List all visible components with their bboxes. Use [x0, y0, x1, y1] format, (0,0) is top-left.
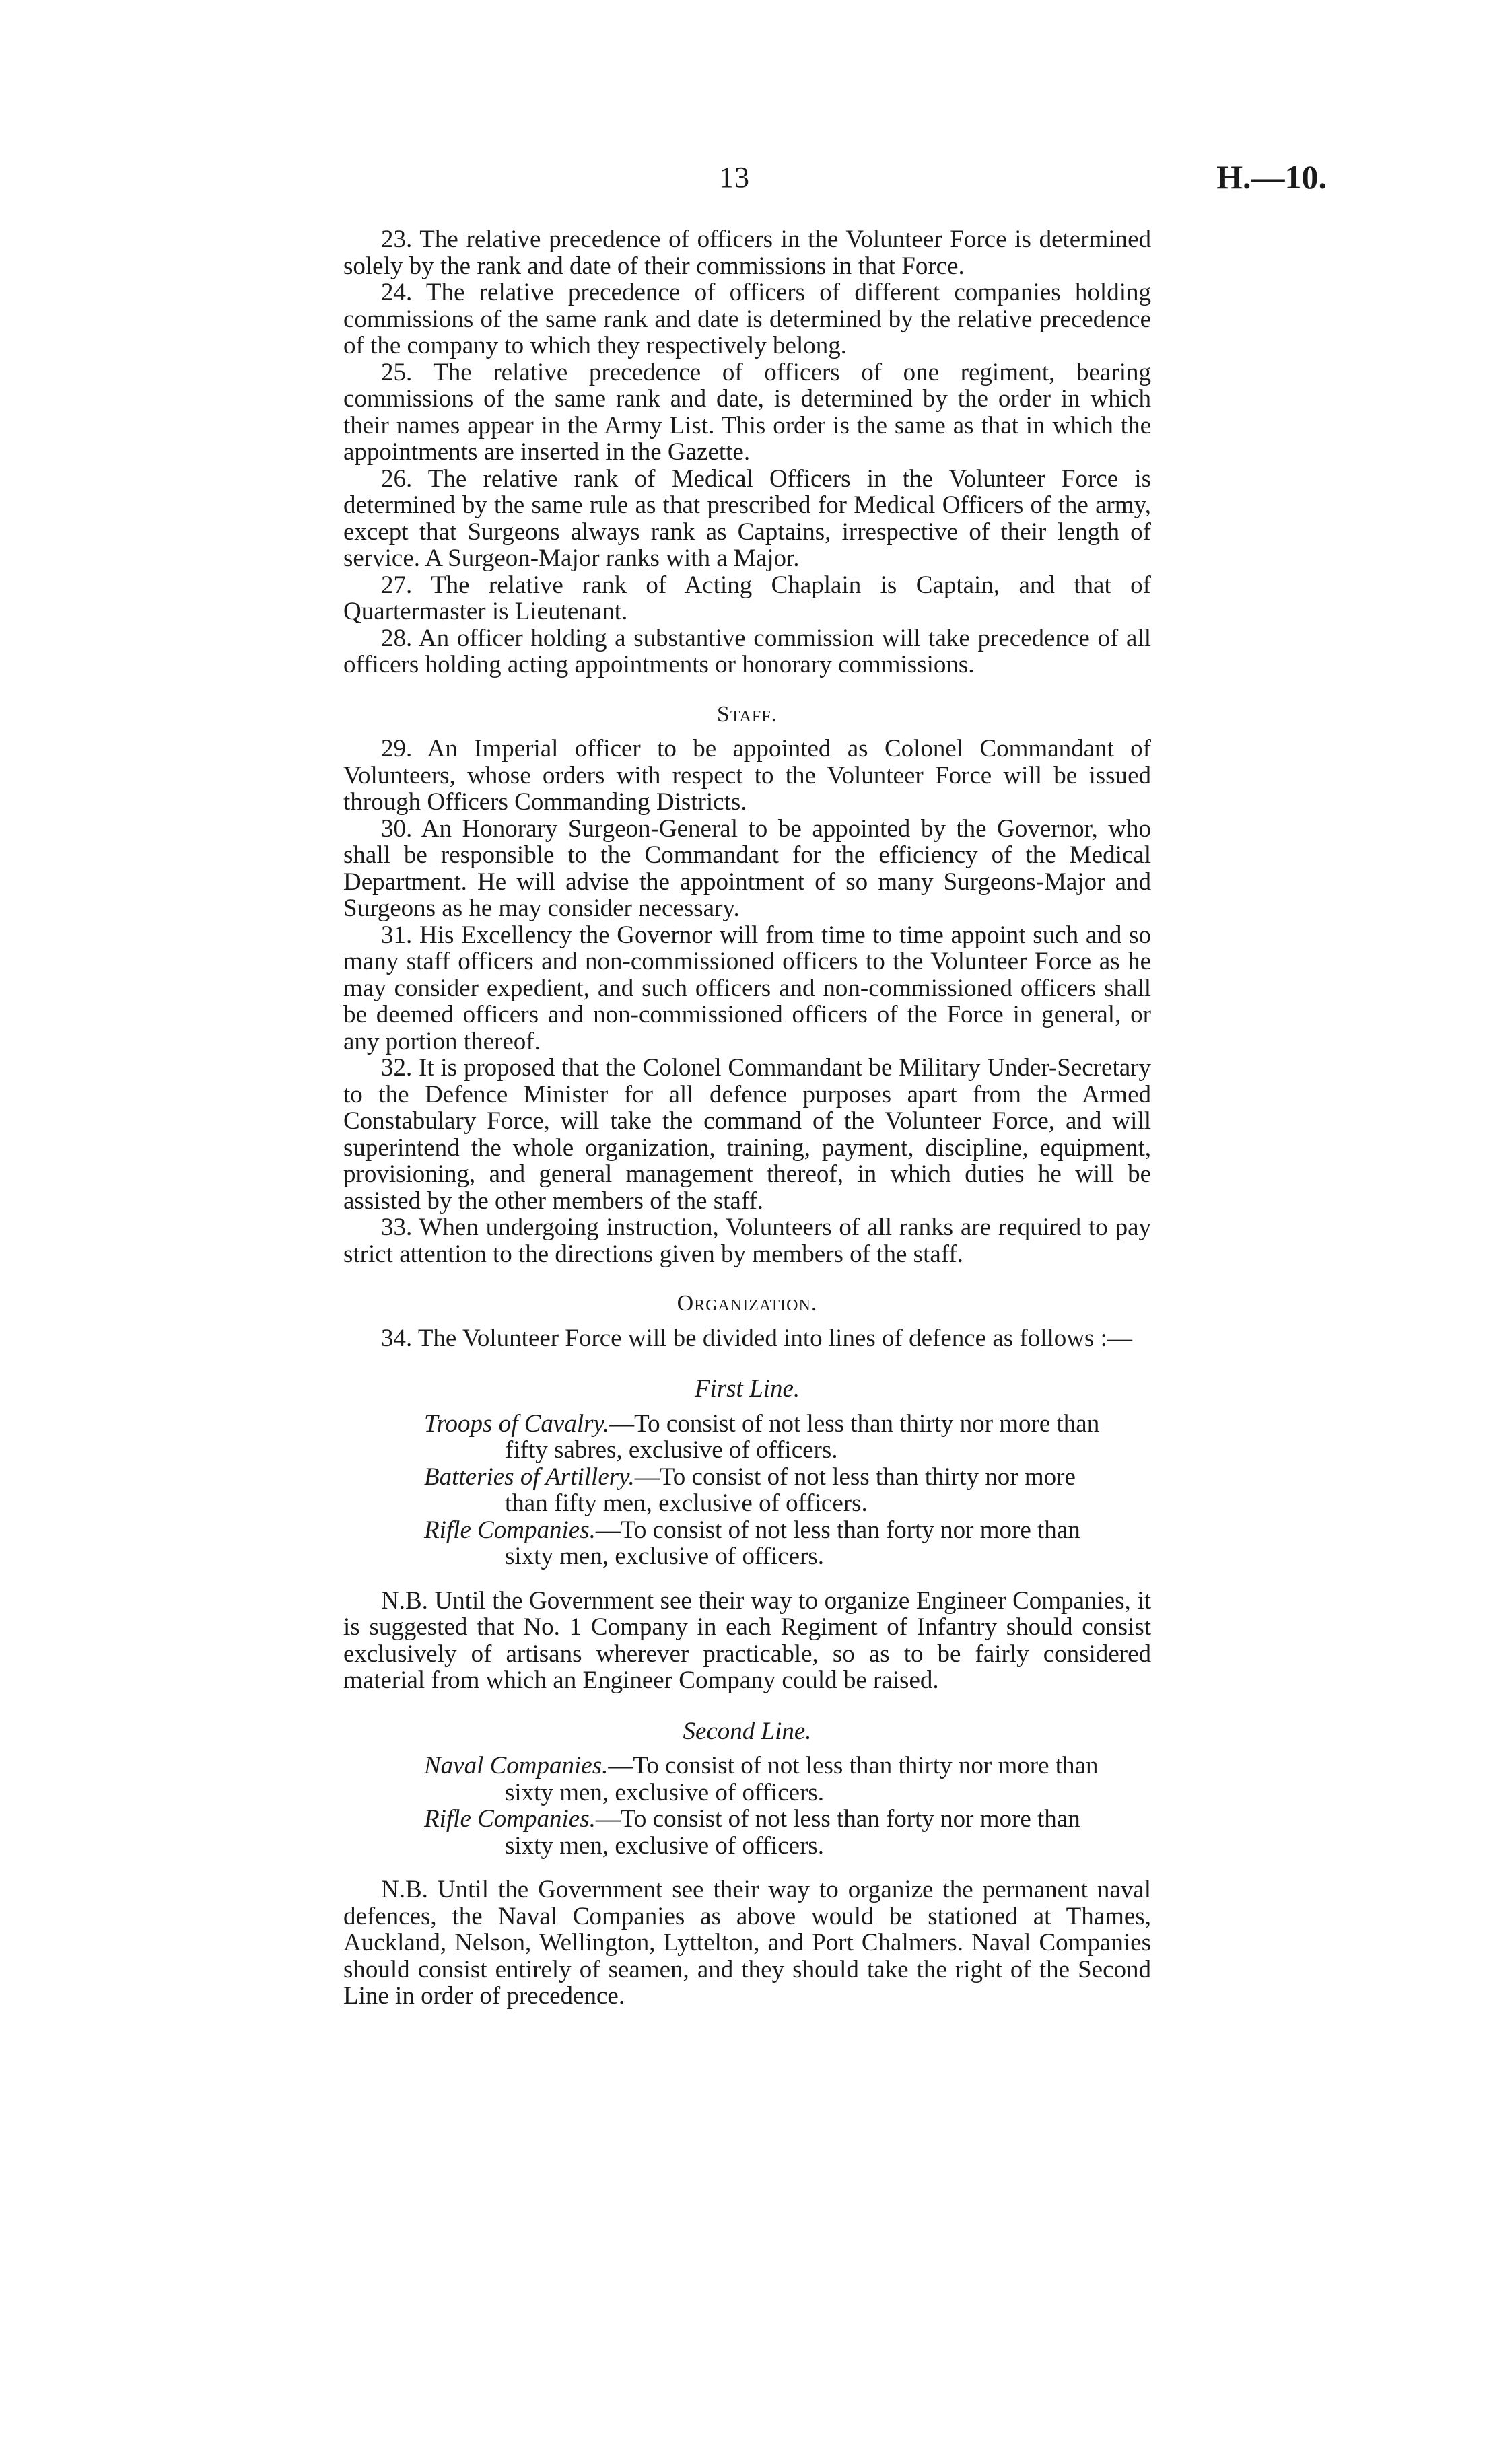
unit-description: —To consist of not less than thirty nor more than — [609, 1409, 1100, 1438]
unit-description-continued: sixty men, exclusive of officers. — [505, 1831, 825, 1860]
unit-rifle-companies-second-line — [424, 1806, 1151, 1859]
unit-description: —To consist of not less than forty nor more than — [595, 1516, 1080, 1544]
subheading-second-line: Second Line. — [683, 1717, 812, 1745]
section-heading-staff: Staff. — [716, 701, 778, 727]
subheading-first-line: First Line. — [694, 1375, 800, 1403]
unit-description: —To consist of not less than forty nor more than — [595, 1805, 1080, 1833]
section-heading-organization: Organization. — [677, 1291, 818, 1316]
body-text — [343, 226, 1151, 2010]
unit-description-continued: sixty men, exclusive of officers. — [505, 1778, 825, 1806]
unit-name: Batteries of Artillery. — [424, 1463, 635, 1491]
paragraph-26: 26. The relative rank of Medical Officers in the Volunteer Force is determined by the same rule as that prescribed for Medical Officers of the army, except that Surgeons always rank as Captains, irrespective of their length of service. A Surgeon-Major ranks with a Major. — [343, 464, 1151, 572]
unit-name: Rifle Companies. — [424, 1516, 596, 1544]
page-number: 13 — [719, 161, 750, 194]
unit-naval-companies — [424, 1753, 1151, 1806]
unit-batteries-of-artillery — [424, 1464, 1151, 1517]
paragraph-24: 24. The relative precedence of officers of different companies holding commissions of the same rank and date is determined by the relative precedence of the company to which they respectively belong. — [343, 279, 1151, 359]
paragraph-30: 30. An Honorary Surgeon-General to be appointed by the Governor, who shall be responsible to the Commandant for the efficiency of the Medical Department. He will advise the appointment of so many Surgeons-Major and Surgeons as he may consider necessary. — [343, 814, 1151, 922]
paragraph-33: 33. When undergoing instruction, Volunteers of all ranks are required to pay strict attention to the directions given by members of the staff. — [343, 1213, 1151, 1268]
paragraph-32: 32. It is proposed that the Colonel Commandant be Military Under-Secretary to the Defence Minister for all defence purposes apart from the Armed Constabulary Force, will take the command of the Volunteer Force, and will superintend the whole organization, training, payment, discipline, equipment, provisioning, and general management thereof, in which duties he will be assisted by the other members of the staff. — [343, 1054, 1151, 1215]
unit-name: Troops of Cavalry. — [424, 1409, 610, 1438]
note-second-line: N.B. Until the Government see their way to organize the permanent naval defences, the Naval Companies as above would be stationed at Thames, Auckland, Nelson, Wellington, Lyttelton, and Port Chalmers. Naval Companies should consist entirely of seamen, and they should take the right of the Second Line in order of precedence. — [343, 1876, 1151, 2010]
paragraph-28: 28. An officer holding a substantive commission will take precedence of all officers holding acting appointments or honorary commissions. — [343, 624, 1151, 678]
unit-troops-of-cavalry — [424, 1411, 1151, 1464]
paragraph-25: 25. The relative precedence of officers of one regiment, bearing commissions of the same rank and date, is determined by the order in which their names appear in the Army List. This order is the same as that in which the appointments are inserted in the Gazette. — [343, 358, 1151, 466]
paragraph-31: 31. His Excellency the Governor will from time to time appoint such and so many staff officers and non-commissioned officers to the Volunteer Force as he may consider expedient, and such officers and non-commissioned officers shall be deemed officers and non-commissioned officers of the Force in general, or any portion thereof. — [343, 921, 1151, 1055]
note-first-line: N.B. Until the Government see their way to organize Engineer Companies, it is suggested that No. 1 Company in each Regiment of Infantry should consist exclusively of artisans wherever practicable, so as to be fairly considered material from which an Engineer Company could be raised. — [343, 1586, 1151, 1694]
unit-description-continued: fifty sabres, exclusive of officers. — [505, 1436, 838, 1464]
paragraph-27: 27. The relative rank of Acting Chaplain is Captain, and that of Quartermaster is Lieutenant. — [343, 571, 1151, 625]
unit-name: Rifle Companies. — [424, 1805, 596, 1833]
paragraph-34: 34. The Volunteer Force will be divided into lines of defence as follows :— — [381, 1324, 1132, 1352]
unit-description: —To consist of not less than thirty nor more than — [608, 1752, 1099, 1780]
document-reference: H.—10. — [1216, 158, 1327, 196]
unit-name: Naval Companies. — [424, 1752, 609, 1780]
paragraph-29: 29. An Imperial officer to be appointed as Colonel Commandant of Volunteers, whose orders with respect to the Volunteer Force will be issued through Officers Commanding Districts. — [343, 735, 1151, 816]
paragraph-23: 23. The relative precedence of officers in the Volunteer Force is determined solely by the rank and date of their commissions in that Force. — [343, 225, 1151, 280]
unit-description-continued: than fifty men, exclusive of officers. — [505, 1489, 868, 1517]
unit-description-continued: sixty men, exclusive of officers. — [505, 1543, 825, 1570]
unit-rifle-companies-first-line — [424, 1517, 1151, 1570]
unit-description: —To consist of not less than thirty nor more — [634, 1463, 1076, 1491]
